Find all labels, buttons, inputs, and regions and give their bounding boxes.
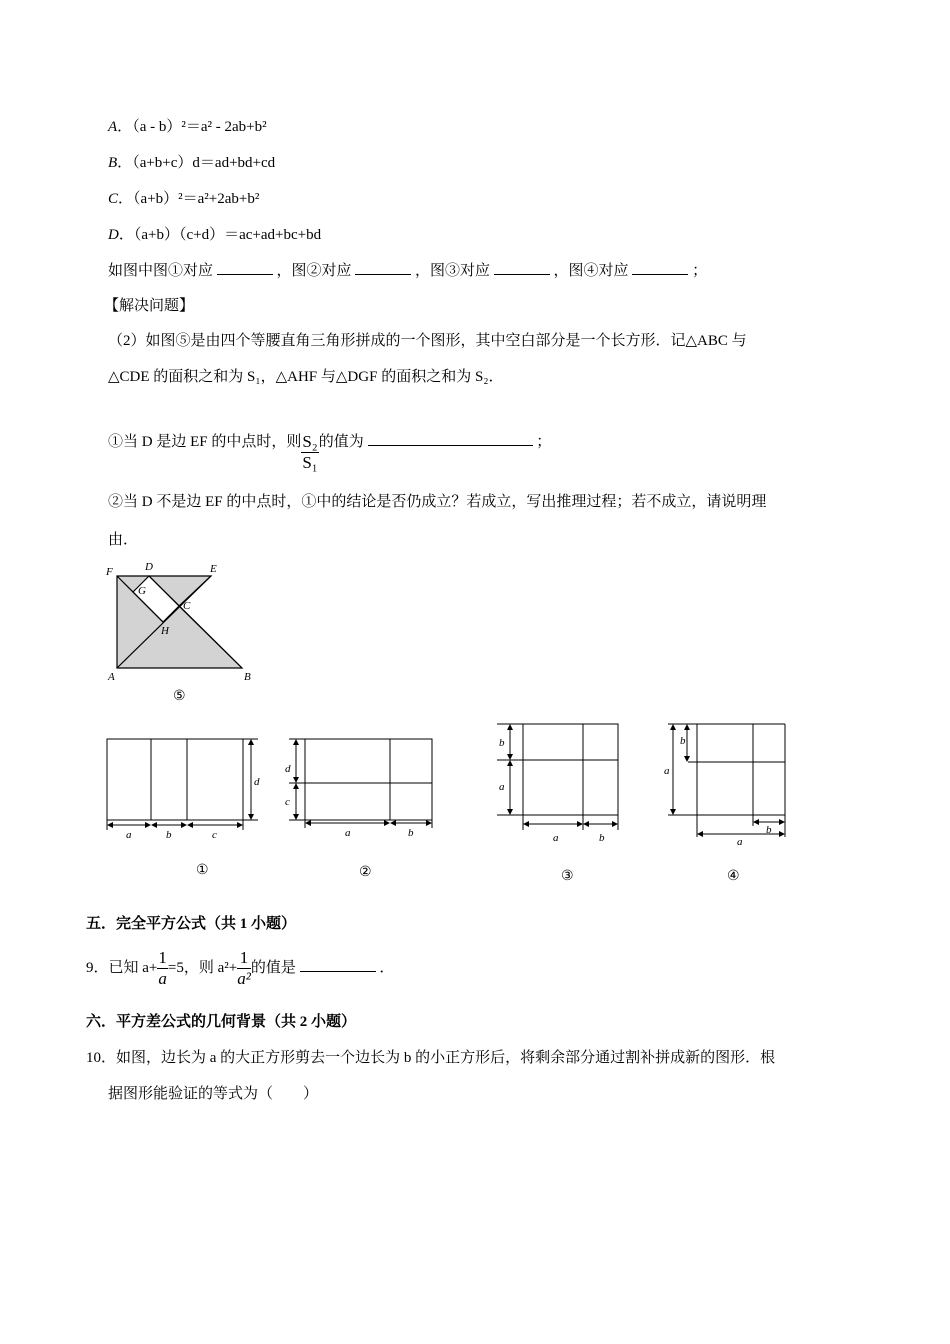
point-label: A [108,671,115,683]
option-text: （a - b）²＝a² - 2ab+b² [132,119,267,135]
section-6-heading: 六．平方差公式的几何背景（共 2 小题） [86,1014,357,1030]
match-text: ，图③对应 [415,263,491,279]
option-letter: A [108,119,118,135]
sub1-text: ； [536,433,552,450]
dim-label: a [499,781,505,793]
answer-blank-q9[interactable] [300,957,376,972]
fraction-numerator: 1 [237,948,251,969]
fraction-1-over-a [157,948,168,989]
dim-label: b [166,829,172,841]
q2-sub2-line1: ②当 D 不是边 EF 的中点时，①中的结论是否仍成立？若成立，写出推理过程；若不成立，请说明理 [108,494,767,510]
option-d: D．（a+b）（c+d）＝ac+ad+bc+bd [108,227,322,243]
point-label: C [183,600,191,612]
figure-caption: ⑤ [173,689,186,704]
q9-text: ． [379,959,395,976]
option-c: C．（a+b）²＝a²+2ab+b² [108,191,260,207]
figure-4 [664,724,785,884]
point-label: F [106,566,113,578]
option-letter: B [108,155,118,171]
dim-label: a [553,832,559,844]
dim-label: b [766,824,772,836]
figure-caption: ③ [561,869,574,884]
figure-caption: ① [196,863,209,878]
dim-label: c [285,796,290,808]
q9-text: 的值是 [250,959,296,976]
figure-5 [105,561,251,704]
sub1-text: ①当 D 是边 EF 的中点时，则 [108,433,302,450]
point-label: E [210,563,217,575]
option-letter: D [108,227,119,243]
option-text: （a+b）²＝a²+2ab+b² [133,191,260,207]
figure-caption: ④ [727,869,740,884]
q9-text: 9．已知 a+ [86,959,158,976]
option-text: （a+b+c）d＝ad+bd+cd [132,155,276,171]
fraction-1-over-a2 [237,948,251,989]
match-text: ，图②对应 [276,263,352,279]
dim-label: a [126,829,132,841]
section-5-heading: 五．完全平方公式（共 1 小题） [86,916,297,932]
figure-2 [285,739,432,880]
q2-line2: △CDE 的面积之和为 S₁，△AHF 与△DGF 的面积之和为 S₂． [108,369,504,385]
figure-caption: ② [359,865,372,880]
point-label: H [161,625,169,637]
figure-3 [497,724,618,884]
option-b: B．（a+b+c）d＝ad+bd+cd [108,155,276,171]
point-label: G [138,585,146,597]
dim-label: b [599,832,605,844]
q10-line1: 10．如图，边长为 a 的大正方形剪去一个边长为 b 的小正方形后，将剩余部分通过割补拼成新的图形．根 [86,1050,776,1066]
fraction-numerator: 1 [158,948,167,967]
dim-label: a [345,827,351,839]
q10-line2: 据图形能验证的等式为（ ） [108,1086,319,1102]
point-label: B [244,671,251,683]
q2-sub2-line2: 由． [108,532,139,548]
match-text: 如图中图①对应 [108,263,214,279]
figure-1 [107,739,260,878]
fraction-denominator: a² [237,969,251,988]
point-label: D [145,561,153,573]
fraction-denominator: S₁ [302,453,318,472]
dim-label: d [254,776,260,788]
option-text: （a+b）（c+d）＝ac+ad+bc+bd [133,227,322,243]
fraction-numerator: S₂ [302,432,318,451]
option-letter: C [108,191,119,207]
dim-label: b [499,737,505,749]
option-a: A．（a - b）²＝a² - 2ab+b² [108,119,267,135]
dim-label: a [664,765,670,777]
fraction-denominator: a [158,969,167,988]
q9-text: =5，则 a²+ [167,959,238,976]
question-9 [86,948,394,989]
match-text: ，图④对应 [553,263,629,279]
sub1-text: 的值为 [318,433,364,450]
dim-label: c [212,829,217,841]
solve-heading: 【解决问题】 [104,298,195,314]
dim-label: b [408,827,414,839]
dim-label: d [285,763,291,775]
dim-label: b [680,735,686,747]
dim-label: a [737,836,743,848]
match-text: ； [692,263,708,279]
q2-line1: （2）如图⑤是由四个等腰直角三角形拼成的一个图形，其中空白部分是一个长方形．记△ABC 与 [108,333,747,349]
